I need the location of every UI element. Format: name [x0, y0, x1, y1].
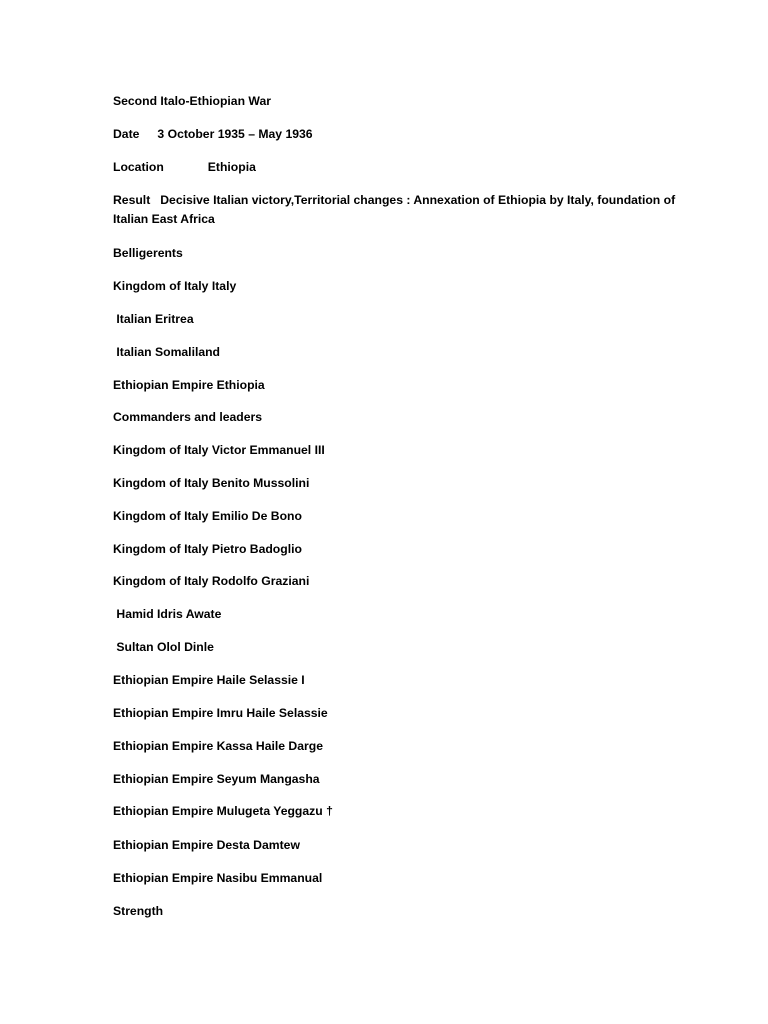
result-label: Result	[113, 193, 151, 207]
result-row	[113, 191, 676, 211]
commander-item: Kingdom of Italy Victor Emmanuel III	[113, 443, 325, 457]
date-row	[113, 125, 673, 145]
result-value-line2: Italian East Africa	[113, 212, 215, 226]
belligerent-item: Italian Eritrea	[113, 312, 194, 326]
result-value-line1: Decisive Italian victory,Territorial changes : Annexation of Ethiopia by Italy, foundation of	[160, 193, 676, 207]
commander-item: Hamid Idris Awate	[113, 607, 222, 621]
commander-item: Ethiopian Empire Mulugeta Yeggazu †	[113, 804, 333, 818]
belligerent-item: Italian Somaliland	[113, 345, 221, 359]
commander-item: Kingdom of Italy Emilio De Bono	[113, 509, 302, 523]
commander-item: Kingdom of Italy Pietro Badoglio	[113, 542, 302, 556]
location-row	[113, 158, 673, 178]
commander-item: Ethiopian Empire Kassa Haile Darge	[113, 739, 323, 753]
location-value: Ethiopia	[207, 160, 256, 174]
commander-item: Ethiopian Empire Desta Damtew	[113, 838, 300, 852]
commander-item: Ethiopian Empire Seyum Mangasha	[113, 772, 320, 786]
date-label: Date	[113, 127, 140, 141]
belligerent-item: Kingdom of Italy Italy	[113, 279, 237, 293]
belligerent-item: Ethiopian Empire Ethiopia	[113, 378, 265, 392]
commanders-heading: Commanders and leaders	[113, 410, 263, 424]
commander-item: Ethiopian Empire Imru Haile Selassie	[113, 706, 328, 720]
commander-item: Kingdom of Italy Rodolfo Graziani	[113, 574, 310, 588]
strength-heading: Strength	[113, 904, 164, 918]
commander-item: Sultan Olol Dinle	[113, 640, 214, 654]
location-label: Location	[113, 160, 164, 174]
date-value: 3 October 1935 – May 1936	[157, 127, 313, 141]
commander-item: Kingdom of Italy Benito Mussolini	[113, 476, 310, 490]
belligerents-heading: Belligerents	[113, 246, 183, 260]
commander-item: Ethiopian Empire Haile Selassie I	[113, 673, 305, 687]
commander-item: Ethiopian Empire Nasibu Emmanual	[113, 871, 323, 885]
document-title: Second Italo-Ethiopian War	[113, 94, 271, 108]
